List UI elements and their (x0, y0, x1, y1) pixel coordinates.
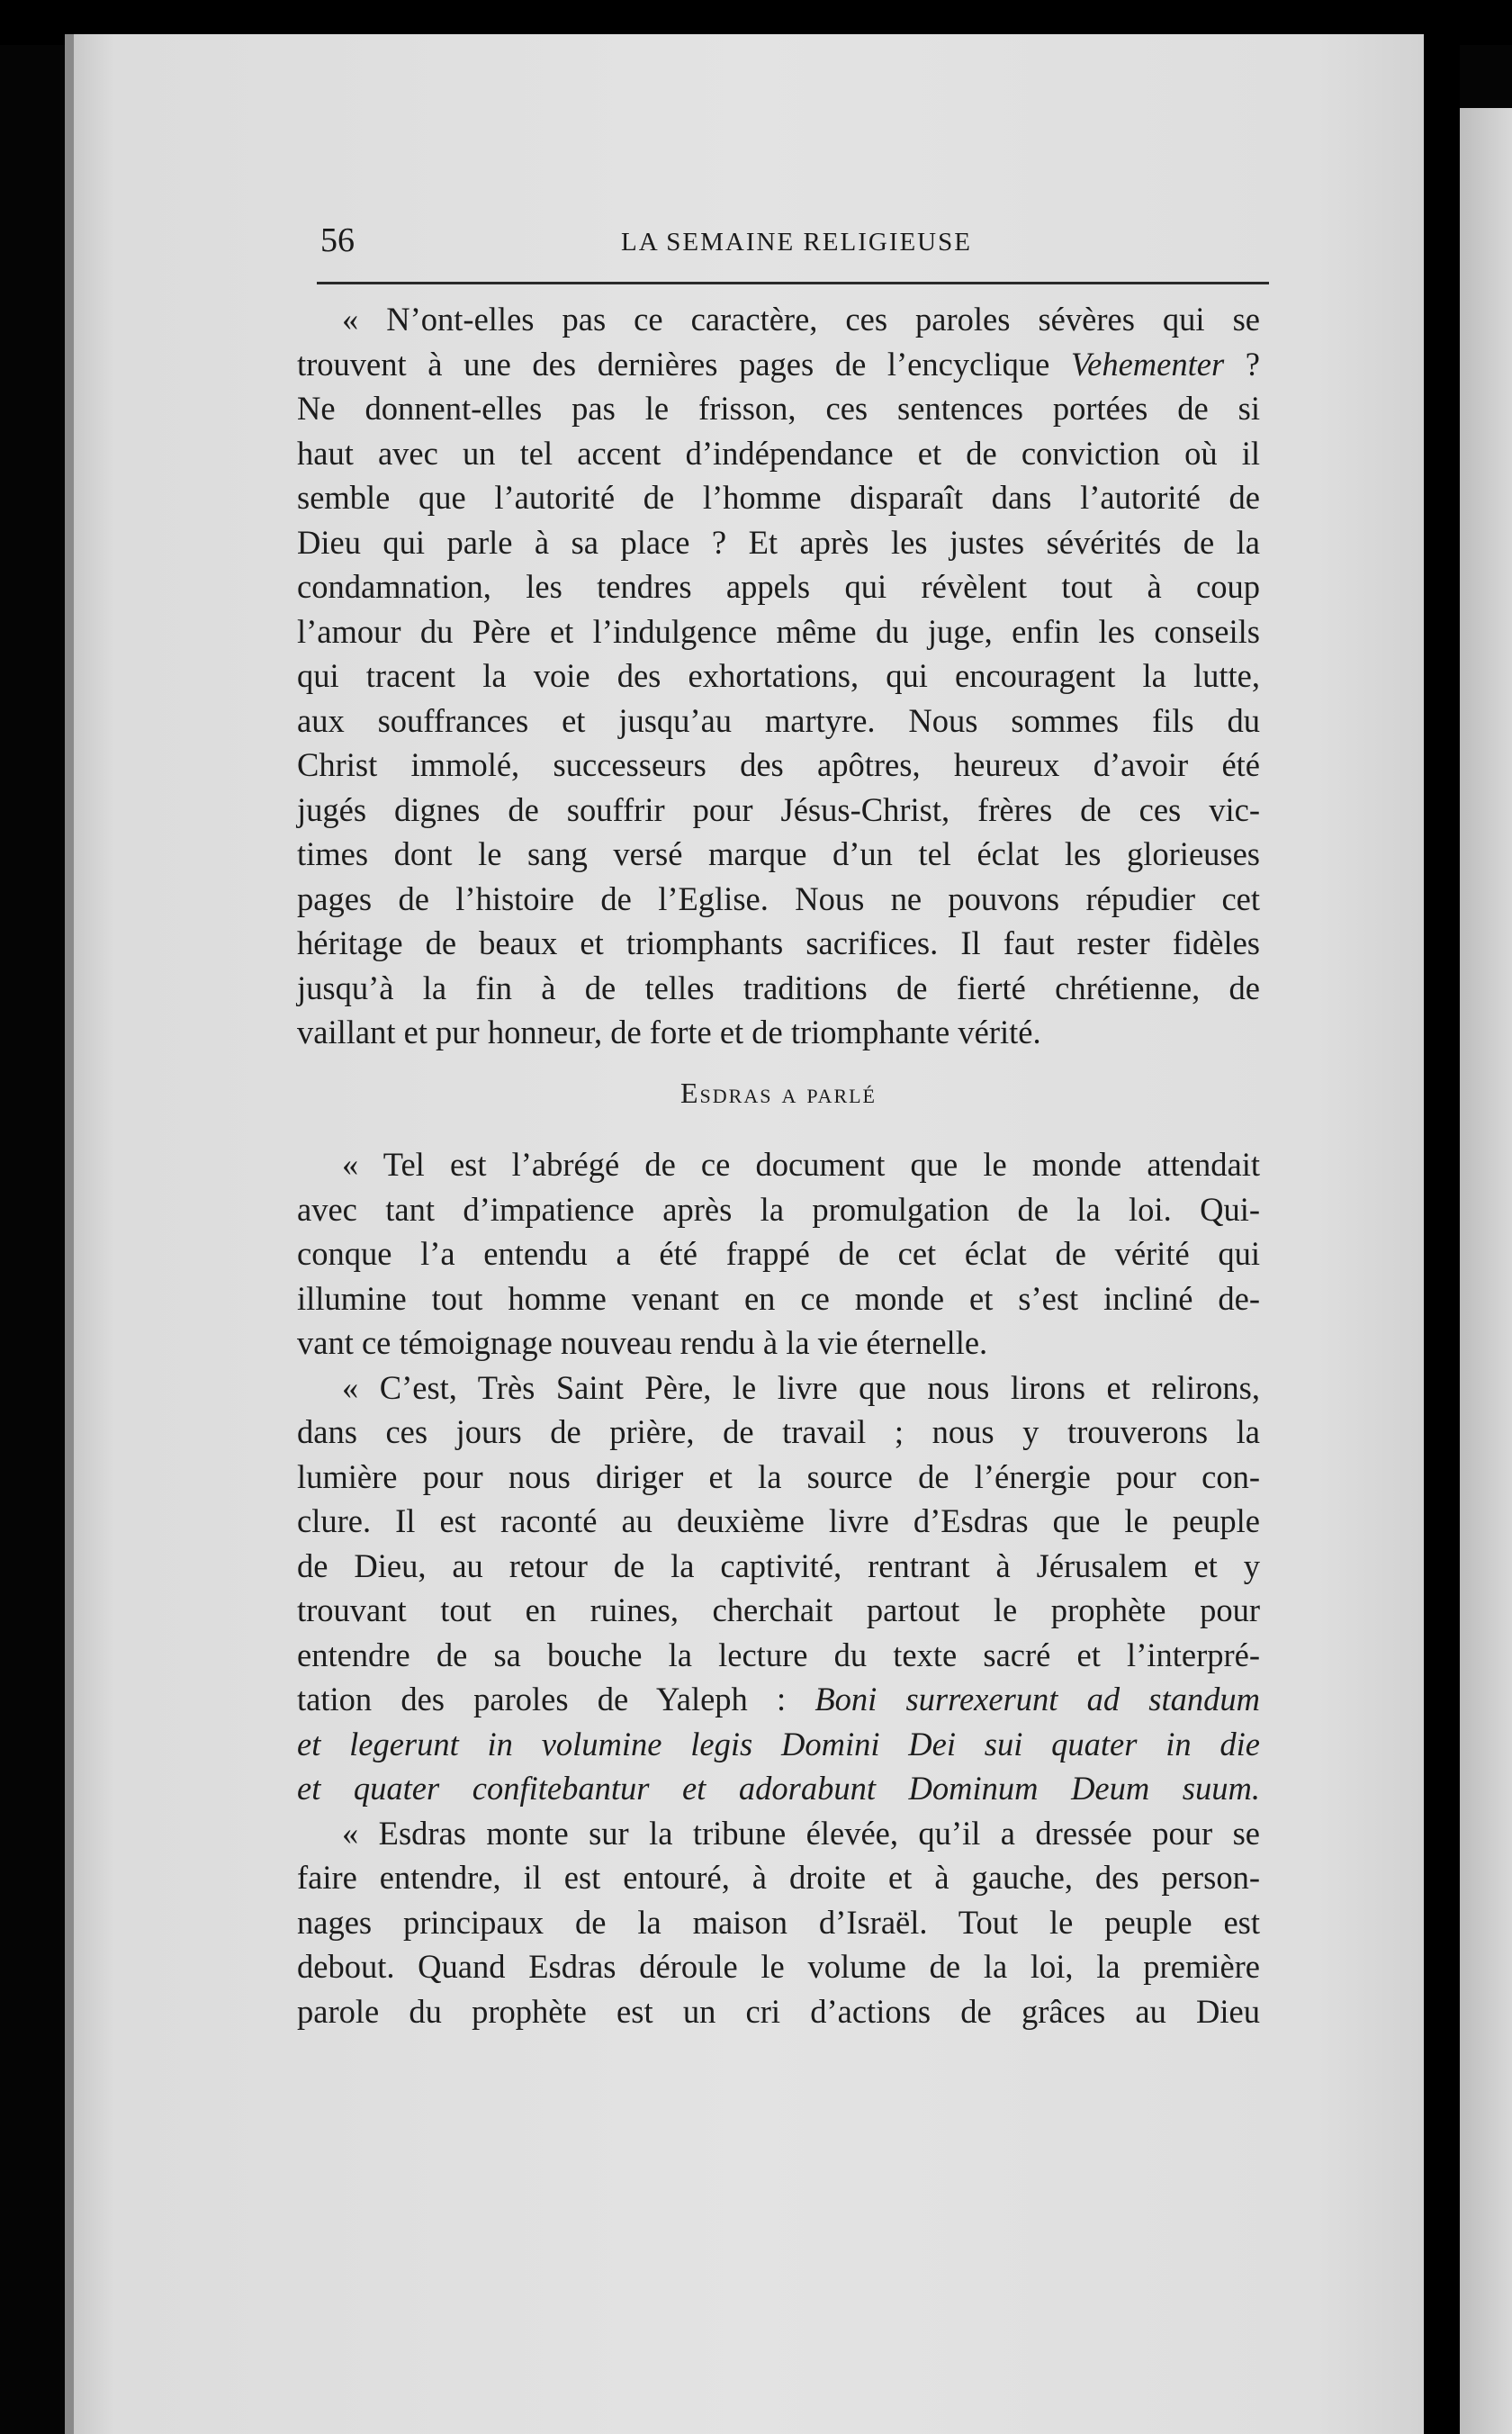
book-binding-gutter (1424, 0, 1460, 2434)
text-fragment: trouvent à une des dernières pages de l’encyclique (297, 345, 1071, 383)
text-line (297, 342, 1260, 387)
text-line: vaillant et pur honneur, de forte et de triomphante vérité. (297, 1014, 1041, 1050)
text-line: times dont le sang versé marque d’un tel éclat les glorieuses (297, 835, 1260, 872)
text-line: vant ce témoignage nouveau rendu à la vie éternelle. (297, 1324, 988, 1361)
latin-quote: Boni surrexerunt ad standum (814, 1681, 1260, 1717)
latin-quote-line: et legerunt in volumine legis Domini Dei sui quater in die (297, 1725, 1260, 1762)
running-head: LA SEMAINE RELIGIEUSE (621, 228, 972, 257)
text-line: héritage de beaux et triomphants sacrifices. Il faut rester fidèles (297, 924, 1260, 961)
text-fragment: ? (1224, 345, 1260, 383)
encyclical-title: Vehementer (1070, 345, 1225, 383)
text-line: conque l’a entendu a été frappé de cet éclat de vérité qui (297, 1235, 1260, 1272)
text-line: avec tant d’impatience après la promulgation de la loi. Qui- (297, 1190, 1260, 1228)
facing-page-edge (1460, 108, 1512, 2434)
page-header (243, 221, 1269, 275)
text-line: qui tracent la voie des exhortations, qui encouragent la lutte, (297, 657, 1260, 694)
text-line: Christ immolé, successeurs des apôtres, heureux d’avoir été (297, 746, 1260, 783)
text-line: trouvant tout en ruines, cherchait partout le prophète pour (297, 1591, 1260, 1628)
body-text (297, 297, 1260, 2033)
page-number: 56 (320, 221, 355, 259)
text-line: « Esdras monte sur la tribune élevée, qu’il a dressée pour se (342, 1814, 1260, 1852)
text-line: « N’ont-elles pas ce caractère, ces paroles sévères qui se (342, 301, 1260, 338)
text-line: jusqu’à la fin à de telles traditions de fierté chrétienne, de (297, 969, 1260, 1006)
text-line: Ne donnent-elles pas le frisson, ces sentences portées de si (297, 390, 1260, 427)
text-line: condamnation, les tendres appels qui révèlent tout à coup (297, 568, 1260, 605)
text-line: de Dieu, au retour de la captivité, rentrant à Jérusalem et y (297, 1546, 1260, 1584)
text-line: « Tel est l’abrégé de ce document que le monde attendait (342, 1146, 1260, 1183)
text-line: debout. Quand Esdras déroule le volume de la loi, la première (297, 1948, 1260, 1985)
text-line: Dieu qui parle à sa place ? Et après les justes sévérités de la (297, 523, 1260, 561)
text-line: faire entendre, il est entouré, à droite et à gauche, des person- (297, 1859, 1260, 1896)
text-line: l’amour du Père et l’indulgence même du juge, enfin les conseils (297, 612, 1260, 650)
text-line: clure. Il est raconté au deuxième livre d’Esdras que le peuple (297, 1502, 1260, 1539)
page-edge (65, 34, 74, 2434)
text-line: entendre de sa bouche la lecture du texte sacré et l’interpré- (297, 1636, 1260, 1673)
text-line: haut avec un tel accent d’indépendance et de conviction où il (297, 434, 1260, 472)
text-line: parole du prophète est un cri d’actions de grâces au Dieu (297, 1992, 1260, 2030)
text-line (297, 1677, 1260, 1722)
text-line: aux souffrances et jusqu’au martyre. Nous sommes fils du (297, 701, 1260, 739)
text-line: « C’est, Très Saint Père, le livre que nous lirons et relirons, (342, 1368, 1260, 1406)
header-rule (317, 282, 1269, 284)
text-line: dans ces jours de prière, de travail ; nous y trouverons la (297, 1413, 1260, 1450)
text-fragment: tation des paroles de Yaleph : (297, 1681, 787, 1717)
section-heading: Esdras a parlé (680, 1076, 877, 1109)
text-line: lumière pour nous diriger et la source de l’énergie pour con- (297, 1457, 1260, 1495)
text-line: pages de l’histoire de l’Eglise. Nous ne pouvons répudier cet (297, 879, 1260, 917)
text-line: semble que l’autorité de l’homme disparaît dans l’autorité de (297, 479, 1260, 516)
text-line: illumine tout homme venant en ce monde et s’est incliné de- (297, 1279, 1260, 1317)
latin-quote-line: et quater confitebantur et adorabunt Dominum Deum suum. (297, 1770, 1260, 1807)
text-line: jugés dignes de souffrir pour Jésus-Christ, frères de ces vic- (297, 790, 1260, 828)
text-line: nages principaux de la maison d’Israël. Tout le peuple est (297, 1903, 1260, 1941)
